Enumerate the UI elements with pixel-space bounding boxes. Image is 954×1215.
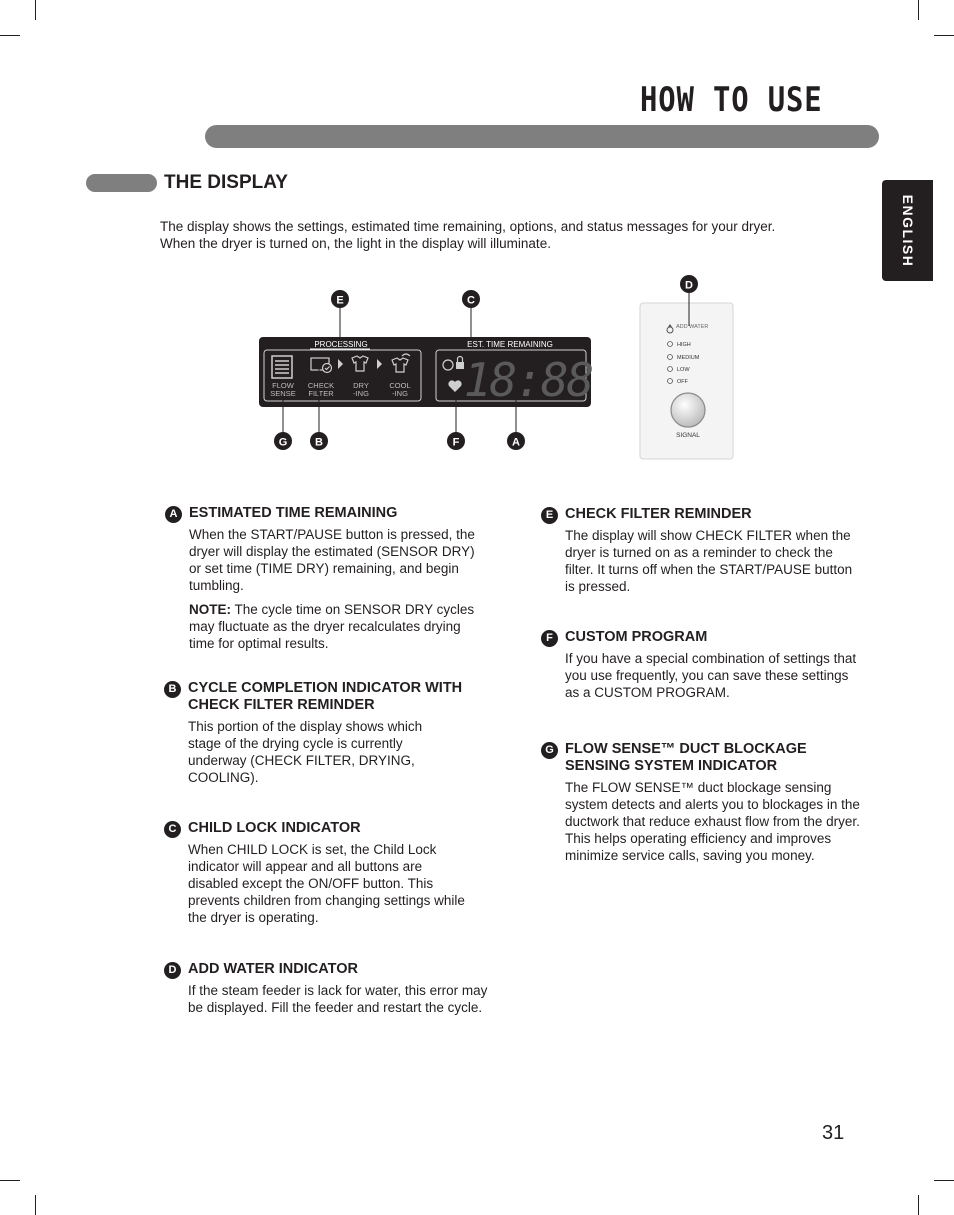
add-water-label: ADD WATER <box>676 324 709 330</box>
filter-label: FILTER <box>308 389 334 398</box>
item-d-body: If the steam feeder is lack for water, this error may be displayed. Fill the feeder and restart the cycle. <box>188 983 488 1015</box>
crop-mark <box>934 1180 954 1181</box>
flow-label: FLOW <box>272 381 294 390</box>
callout-e <box>331 290 349 308</box>
callout-a <box>507 432 525 450</box>
svg-text:B: B <box>315 436 323 449</box>
note-label: NOTE: <box>189 602 231 617</box>
svg-text:A: A <box>512 436 520 449</box>
item-c-body: When CHILD LOCK is set, the Child Lock indicator will appear and all buttons are disabled except the ON/OFF button. This prevents children from changing settings while the dryer is operating. <box>188 842 465 925</box>
intro-text: The display shows the settings, estimated time remaining, options, and status messages for your dryer. When the dryer is turned on, the light in the display will illuminate. <box>160 219 776 251</box>
crop-mark <box>918 1195 919 1215</box>
svg-text:D: D <box>685 279 693 292</box>
badge-e: E <box>541 507 558 524</box>
item-a-title: ESTIMATED TIME REMAINING <box>189 505 398 521</box>
level-medium-label: MEDIUM <box>677 355 700 361</box>
item-a-note <box>189 601 489 652</box>
item-g-body: The FLOW SENSE™ duct blockage sensing system detects and alerts you to blockages in the ductwork that reduce exhaust flow from the dryer. This helps operating efficiency and improves minimize service calls, saving you money. <box>565 780 860 863</box>
dry-label: DRY <box>353 381 369 390</box>
section-title: THE DISPLAY <box>164 172 288 193</box>
processing-label: PROCESSING <box>314 340 368 349</box>
badge-c: C <box>164 821 181 838</box>
time-digits: 18:88 <box>463 353 593 407</box>
callout-g <box>274 432 292 450</box>
badge-g: G <box>541 742 558 759</box>
svg-text:G: G <box>278 436 288 449</box>
item-f-body: If you have a special combination of settings that you use frequently, you can save these settings as a CUSTOM PROGRAM. <box>565 651 857 700</box>
page-number: 31 <box>822 1122 845 1144</box>
item-b <box>168 680 488 786</box>
crop-mark <box>0 1180 20 1181</box>
item-f <box>546 629 865 701</box>
badge-d: D <box>164 962 181 979</box>
ing-label: -ING <box>353 389 369 398</box>
item-g-title: FLOW SENSE™ DUCT BLOCKAGE SENSING SYSTEM INDICATOR <box>565 741 807 774</box>
item-c-title: CHILD LOCK INDICATOR <box>188 820 361 836</box>
note-text: The cycle time on SENSOR DRY cycles may fluctuate as the dryer recalculates drying time for optimal results. <box>189 602 475 651</box>
crop-mark <box>35 1195 36 1215</box>
svg-text:C: C <box>467 294 475 307</box>
ing-label: -ING <box>392 389 408 398</box>
item-a <box>169 505 489 652</box>
item-b-title: CYCLE COMPLETION INDICATOR WITH CHECK FILTER REMINDER <box>188 680 463 713</box>
display-diagram <box>0 0 954 480</box>
signal-button <box>671 393 705 427</box>
level-off-label: OFF <box>677 379 688 385</box>
language-tab-label: ENGLISH <box>899 194 916 267</box>
sense-label: SENSE <box>270 389 296 398</box>
est-time-label: EST. TIME REMAINING <box>467 340 553 349</box>
callout-c <box>462 290 480 308</box>
callout-b <box>310 432 328 450</box>
svg-text:F: F <box>452 436 460 449</box>
signal-label: SIGNAL <box>676 432 700 439</box>
item-d <box>168 961 488 1016</box>
item-c <box>168 820 488 926</box>
item-b-body: This portion of the display shows which stage of the drying cycle is currently underway (CHECK FILTER, DRYING, COOLING). <box>188 719 423 785</box>
level-high-label: HIGH <box>677 342 691 348</box>
item-g <box>545 741 865 864</box>
item-e-body: The display will show CHECK FILTER when the dryer is turned on as a reminder to check the filter. It turns off when the START/PAUSE button is pressed. <box>565 528 853 594</box>
callout-d <box>680 275 698 293</box>
item-a-body: When the START/PAUSE button is pressed, the dryer will display the estimated (SENSOR DRY) or set time (TIME DRY) remaining, and begin tumbling. <box>189 527 475 593</box>
callout-f <box>447 432 465 450</box>
item-d-title: ADD WATER INDICATOR <box>188 961 358 977</box>
badge-f: F <box>541 630 558 647</box>
level-low-label: LOW <box>677 367 690 373</box>
badge-a: A <box>165 506 182 523</box>
cool-label: COOL <box>389 381 411 390</box>
item-e <box>545 506 865 595</box>
item-e-title: CHECK FILTER REMINDER <box>565 506 752 522</box>
badge-b: B <box>164 681 181 698</box>
svg-text:E: E <box>336 294 344 307</box>
page-title: HOW TO USE <box>640 80 823 120</box>
check-label: CHECK <box>307 381 335 390</box>
item-f-title: CUSTOM PROGRAM <box>565 629 708 645</box>
